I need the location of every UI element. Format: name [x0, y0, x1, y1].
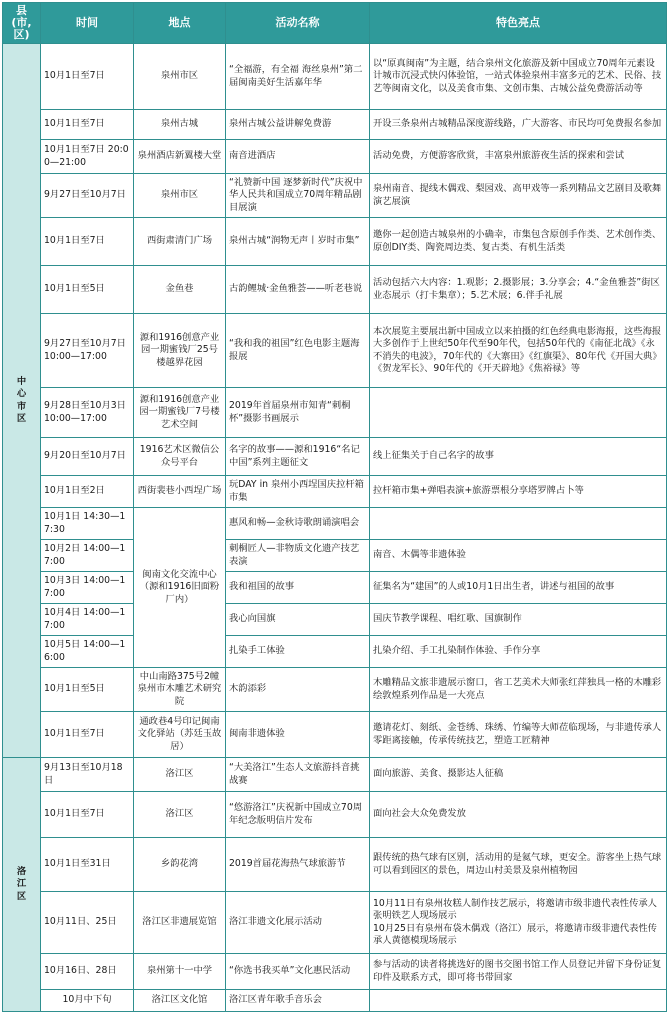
- table-row: [3, 110, 667, 140]
- time-cell: 10月1日至7日: [41, 792, 134, 838]
- time-cell: 10月1日至7日 20:00—21:00: [41, 140, 134, 174]
- place-cell: 洛江区非遗展览馆: [134, 892, 226, 954]
- table-row: [3, 758, 667, 792]
- place-cell: 泉州第十一中学: [134, 954, 226, 990]
- feature-cell: 拉杆箱市集+弹唱表演+旅游票根分享塔罗牌占卜等: [370, 476, 667, 508]
- feature-cell: 线上征集关于自己名字的故事: [370, 438, 667, 476]
- feature-cell: 征集名为“建国”的人或10月1日出生者，讲述与祖国的故事: [370, 572, 667, 604]
- time-cell: 10月1日至5日: [41, 668, 134, 712]
- name-cell: 泉州古城公益讲解免费游: [226, 110, 370, 140]
- time-cell: 10月1日至31日: [41, 838, 134, 892]
- name-cell: “礼赞新中国 逐梦新时代”庆祝中华人民共和国成立70周年精品剧目展演: [226, 174, 370, 218]
- name-cell: 洛江区青年歌手音乐会: [226, 990, 370, 1012]
- time-cell: 10月1日至7日: [41, 712, 134, 758]
- place-cell: 洛江区文化馆: [134, 990, 226, 1012]
- time-cell: 10月1日至5日: [41, 266, 134, 314]
- feature-cell: [370, 388, 667, 438]
- time-cell: 10月1日至7日: [41, 218, 134, 266]
- table-row: [3, 140, 667, 174]
- feature-cell: 邀请花灯、刻纸、金苍绣、珠绣、竹编等大师莅临现场，与非遗传承人零距离接触，传承传统技艺，塑造工匠精神: [370, 712, 667, 758]
- name-cell: 我和祖国的故事: [226, 572, 370, 604]
- place-cell: 泉州市区: [134, 44, 226, 110]
- feature-cell: 木雕精品文旅非遗展示窗口，省工艺美术大师张红萍独具一格的木雕彩绘敦煌系列作品是一大亮点: [370, 668, 667, 712]
- table-row: [3, 218, 667, 266]
- name-cell: “全福游，有全福 海丝泉州”第二届闽南美好生活嘉年华: [226, 44, 370, 110]
- name-cell: 刺桐匠人—非物质文化遗产技艺表演: [226, 540, 370, 572]
- table-row: [3, 892, 667, 954]
- name-cell: 南音进酒店: [226, 140, 370, 174]
- table-row: [3, 668, 667, 712]
- table-header-row: [3, 3, 667, 44]
- time-cell: 9月28日至10月3日 10:00—17:00: [41, 388, 134, 438]
- table-row: [3, 438, 667, 476]
- place-cell: 中山南路375号2幢泉州市木雕艺术研究院: [134, 668, 226, 712]
- name-cell: 惠风和畅—金秋诗歌朗诵演唱会: [226, 508, 370, 540]
- feature-cell: 参与活动的读者将挑选好的图书交图书馆工作人员登记并留下身份证复印件及联系方式，即可将书带回家: [370, 954, 667, 990]
- district-label: 洛江区: [16, 865, 27, 902]
- time-cell: 10月2日 14:00—17:00: [41, 540, 134, 572]
- place-cell: 泉州酒店新翼楼大堂: [134, 140, 226, 174]
- feature-cell: 跟传统的热气球有区别，活动用的是氦气球，更安全。游客坐上热气球可以看到园区的景色，周边山村美景及泉州植物园: [370, 838, 667, 892]
- feature-cell: [370, 990, 667, 1012]
- place-cell: 乡韵花湾: [134, 838, 226, 892]
- place-cell: 源和1916创意产业园一期蜜钱厂25号楼越界花园: [134, 314, 226, 388]
- feature-cell: 邀你一起创造古城泉州的小确幸，市集包含原创手作类、艺术创作类、原创DIY类、陶瓷周边类、复古类、有机生活类: [370, 218, 667, 266]
- table-row: [3, 572, 667, 604]
- name-cell: 木韵添彩: [226, 668, 370, 712]
- name-cell: 洛江非遗文化展示活动: [226, 892, 370, 954]
- place-cell: 西街肃清门广场: [134, 218, 226, 266]
- feature-cell: 活动包括六大内容：1.观影；2.摄影展；3.分享会；4.“金鱼雅荟”街区业态展示（打卡集章）；5.艺术展；6.伴手礼展: [370, 266, 667, 314]
- place-cell: 西街裴巷小西埕广场: [134, 476, 226, 508]
- table-row: [3, 314, 667, 388]
- time-cell: 10月中下旬: [41, 990, 134, 1012]
- feature-cell: 扎染介绍、手工扎染制作体验、手作分享: [370, 636, 667, 668]
- name-cell: “悠游洛江”庆祝新中国成立70周年纪念版明信片发布: [226, 792, 370, 838]
- table-row: [3, 792, 667, 838]
- table-row: [3, 838, 667, 892]
- table-row: [3, 174, 667, 218]
- time-cell: 10月1日至7日: [41, 44, 134, 110]
- place-cell: 泉州古城: [134, 110, 226, 140]
- header-district: 县 (市,区): [3, 3, 41, 44]
- table-row: [3, 604, 667, 636]
- time-cell: 10月1日至2日: [41, 476, 134, 508]
- header-name: 活动名称: [226, 3, 370, 44]
- table-row: [3, 508, 667, 540]
- table-row: [3, 540, 667, 572]
- feature-cell: 开设三条泉州古城精品深度游线路，广大游客、市民均可免费报名参加: [370, 110, 667, 140]
- time-cell: 10月4日 14:00—17:00: [41, 604, 134, 636]
- place-cell: 1916艺术区微信公众号平台: [134, 438, 226, 476]
- feature-cell: 以“原真闽南”为主题，结合泉州文化旅游及新中国成立70周年元素设计城市沉浸式快闪体验馆，一站式体验泉州丰富多元的艺术、民俗、技艺等闽南文化，以及美食市集、文创市集、古城公益免费游活动等: [370, 44, 667, 110]
- header-feature: 特色亮点: [370, 3, 667, 44]
- time-cell: 10月3日 14:00—17:00: [41, 572, 134, 604]
- feature-cell: 本次展览主要展出新中国成立以来拍摄的红色经典电影海报，这些海报大多创作于上世纪50年代至90年代，包括50年代的《南征北战》《永不消失的电波》，70年代的《大寨田》《红旗渠》、80年代《开国大典》《贺龙军长》、90年代的《开天辟地》《焦裕禄》等: [370, 314, 667, 388]
- table-row: [3, 954, 667, 990]
- place-cell: 闽南文化交流中心（源和1916旧面粉厂内）: [134, 508, 226, 668]
- feature-cell: 泉州南音、提线木偶戏、梨园戏、高甲戏等一系列精品文艺剧目及歌舞演艺展演: [370, 174, 667, 218]
- feature-cell: [370, 508, 667, 540]
- place-cell: 洛江区: [134, 758, 226, 792]
- place-cell: 通政巷4号印记闽南文化驿站（苏廷玉故居）: [134, 712, 226, 758]
- time-cell: 10月16日、28日: [41, 954, 134, 990]
- feature-cell: 面向旅游、美食、摄影达人征稿: [370, 758, 667, 792]
- table-row: [3, 712, 667, 758]
- name-cell: 2019首届花海热气球旅游节: [226, 838, 370, 892]
- table-row: [3, 476, 667, 508]
- table-row: [3, 266, 667, 314]
- time-cell: 9月27日至10月7日 10:00—17:00: [41, 314, 134, 388]
- feature-cell: 活动免费，方便游客欣赏，丰富泉州旅游夜生活的探索和尝试: [370, 140, 667, 174]
- place-cell: 洛江区: [134, 792, 226, 838]
- header-time: 时间: [41, 3, 134, 44]
- name-cell: 我心向国旗: [226, 604, 370, 636]
- name-cell: 名字的故事——源和1916“名记中国”系列主题征文: [226, 438, 370, 476]
- name-cell: “你选书我买单”文化惠民活动: [226, 954, 370, 990]
- name-cell: 扎染手工体验: [226, 636, 370, 668]
- event-schedule-sheet: [2, 2, 666, 1006]
- feature-cell: 面向社会大众免费发放: [370, 792, 667, 838]
- time-cell: 10月5日 14:00—16:00: [41, 636, 134, 668]
- table-row: [3, 388, 667, 438]
- time-cell: 10月1日至7日: [41, 110, 134, 140]
- district-cell-central: [3, 44, 41, 758]
- table-row: [3, 44, 667, 110]
- time-cell: 9月13日至10月18日: [41, 758, 134, 792]
- place-cell: 金鱼巷: [134, 266, 226, 314]
- table-row: [3, 636, 667, 668]
- name-cell: 闽南非遗体验: [226, 712, 370, 758]
- time-cell: 9月27日至10月7日: [41, 174, 134, 218]
- name-cell: “大美洛江”生态人文旅游抖音挑战赛: [226, 758, 370, 792]
- feature-cell: 国庆节教学课程、唱红歌、国旗制作: [370, 604, 667, 636]
- feature-cell: 10月11日有泉州妆糕人制作技艺展示，将邀请市级非遗代表性传承人张明铁艺人现场展示 10月25日有泉州布袋木偶戏（洛江）展示，将邀请市级非遗代表性传承人黄德模现场展示: [370, 892, 667, 954]
- name-cell: 泉州古城“润物无声丨岁时市集”: [226, 218, 370, 266]
- district-cell-luojiang: [3, 758, 41, 1012]
- place-cell: 泉州市区: [134, 174, 226, 218]
- name-cell: 古韵鲤城·金鱼雅荟——听老巷说: [226, 266, 370, 314]
- name-cell: “我和我的祖国”红色电影主题海报展: [226, 314, 370, 388]
- event-table: [2, 2, 667, 1012]
- name-cell: 玩DAY in 泉州小西埕国庆拉杆箱市集: [226, 476, 370, 508]
- table-row: [3, 990, 667, 1012]
- header-place: 地点: [134, 3, 226, 44]
- name-cell: 2019年首届泉州市知青“刺桐杯”摄影书画展示: [226, 388, 370, 438]
- district-label: 中心市区: [16, 375, 27, 424]
- place-cell: 源和1916创意产业园一期蜜钱厂7号楼艺术空间: [134, 388, 226, 438]
- feature-cell: 南音、木偶等非遗体验: [370, 540, 667, 572]
- time-cell: 10月1日 14:30—17:30: [41, 508, 134, 540]
- time-cell: 10月11日、25日: [41, 892, 134, 954]
- time-cell: 9月20日至10月7日: [41, 438, 134, 476]
